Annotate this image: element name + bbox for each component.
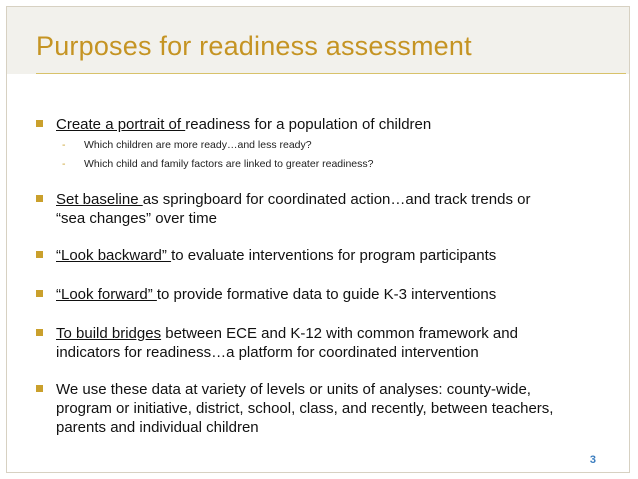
bullet-text-continued: “sea changes” over time	[56, 210, 217, 227]
bullet-text-continued: program or initiative, district, school, class, and recently, between teachers,	[56, 400, 554, 417]
sub-bullet-text: Which children are more ready…and less ready?	[84, 139, 312, 151]
page-number: 3	[589, 454, 596, 466]
slide-title: Purposes for readiness assessment	[36, 31, 472, 61]
bullet-text: between ECE and K-12 with common framework and	[161, 325, 518, 342]
square-bullet-icon	[36, 385, 43, 392]
square-bullet-icon	[36, 290, 43, 297]
look-backward-link[interactable]: “Look backward”	[56, 247, 172, 264]
title-divider	[36, 73, 626, 74]
square-bullet-icon	[36, 195, 43, 202]
bullet-text: as springboard for coordinated action…and track trends or	[142, 191, 531, 208]
bullet-text: We use these data at variety of levels or units of analyses: county-wide,	[56, 381, 531, 398]
dash-icon: -	[62, 158, 66, 170]
build-bridges-link[interactable]: To build bridges	[56, 325, 162, 342]
baseline-link[interactable]: Set baseline	[56, 191, 143, 208]
bullet-text: to evaluate interventions for program participants	[171, 247, 497, 264]
bullet-text: to provide formative data to guide K-3 interventions	[156, 286, 497, 303]
square-bullet-icon	[36, 251, 43, 258]
bullet-text: readiness for a population of children	[185, 116, 432, 133]
bullet-text-continued: parents and individual children	[56, 419, 259, 436]
dash-icon: -	[62, 139, 66, 151]
square-bullet-icon	[36, 329, 43, 336]
sub-bullet-text: Which child and family factors are linked to greater readiness?	[84, 158, 374, 170]
look-forward-link[interactable]: “Look forward”	[56, 286, 157, 303]
portrait-link[interactable]: Create a portrait of	[56, 116, 186, 133]
bullet-text-continued: indicators for readiness…a platform for coordinated intervention	[56, 344, 479, 361]
square-bullet-icon	[36, 120, 43, 127]
